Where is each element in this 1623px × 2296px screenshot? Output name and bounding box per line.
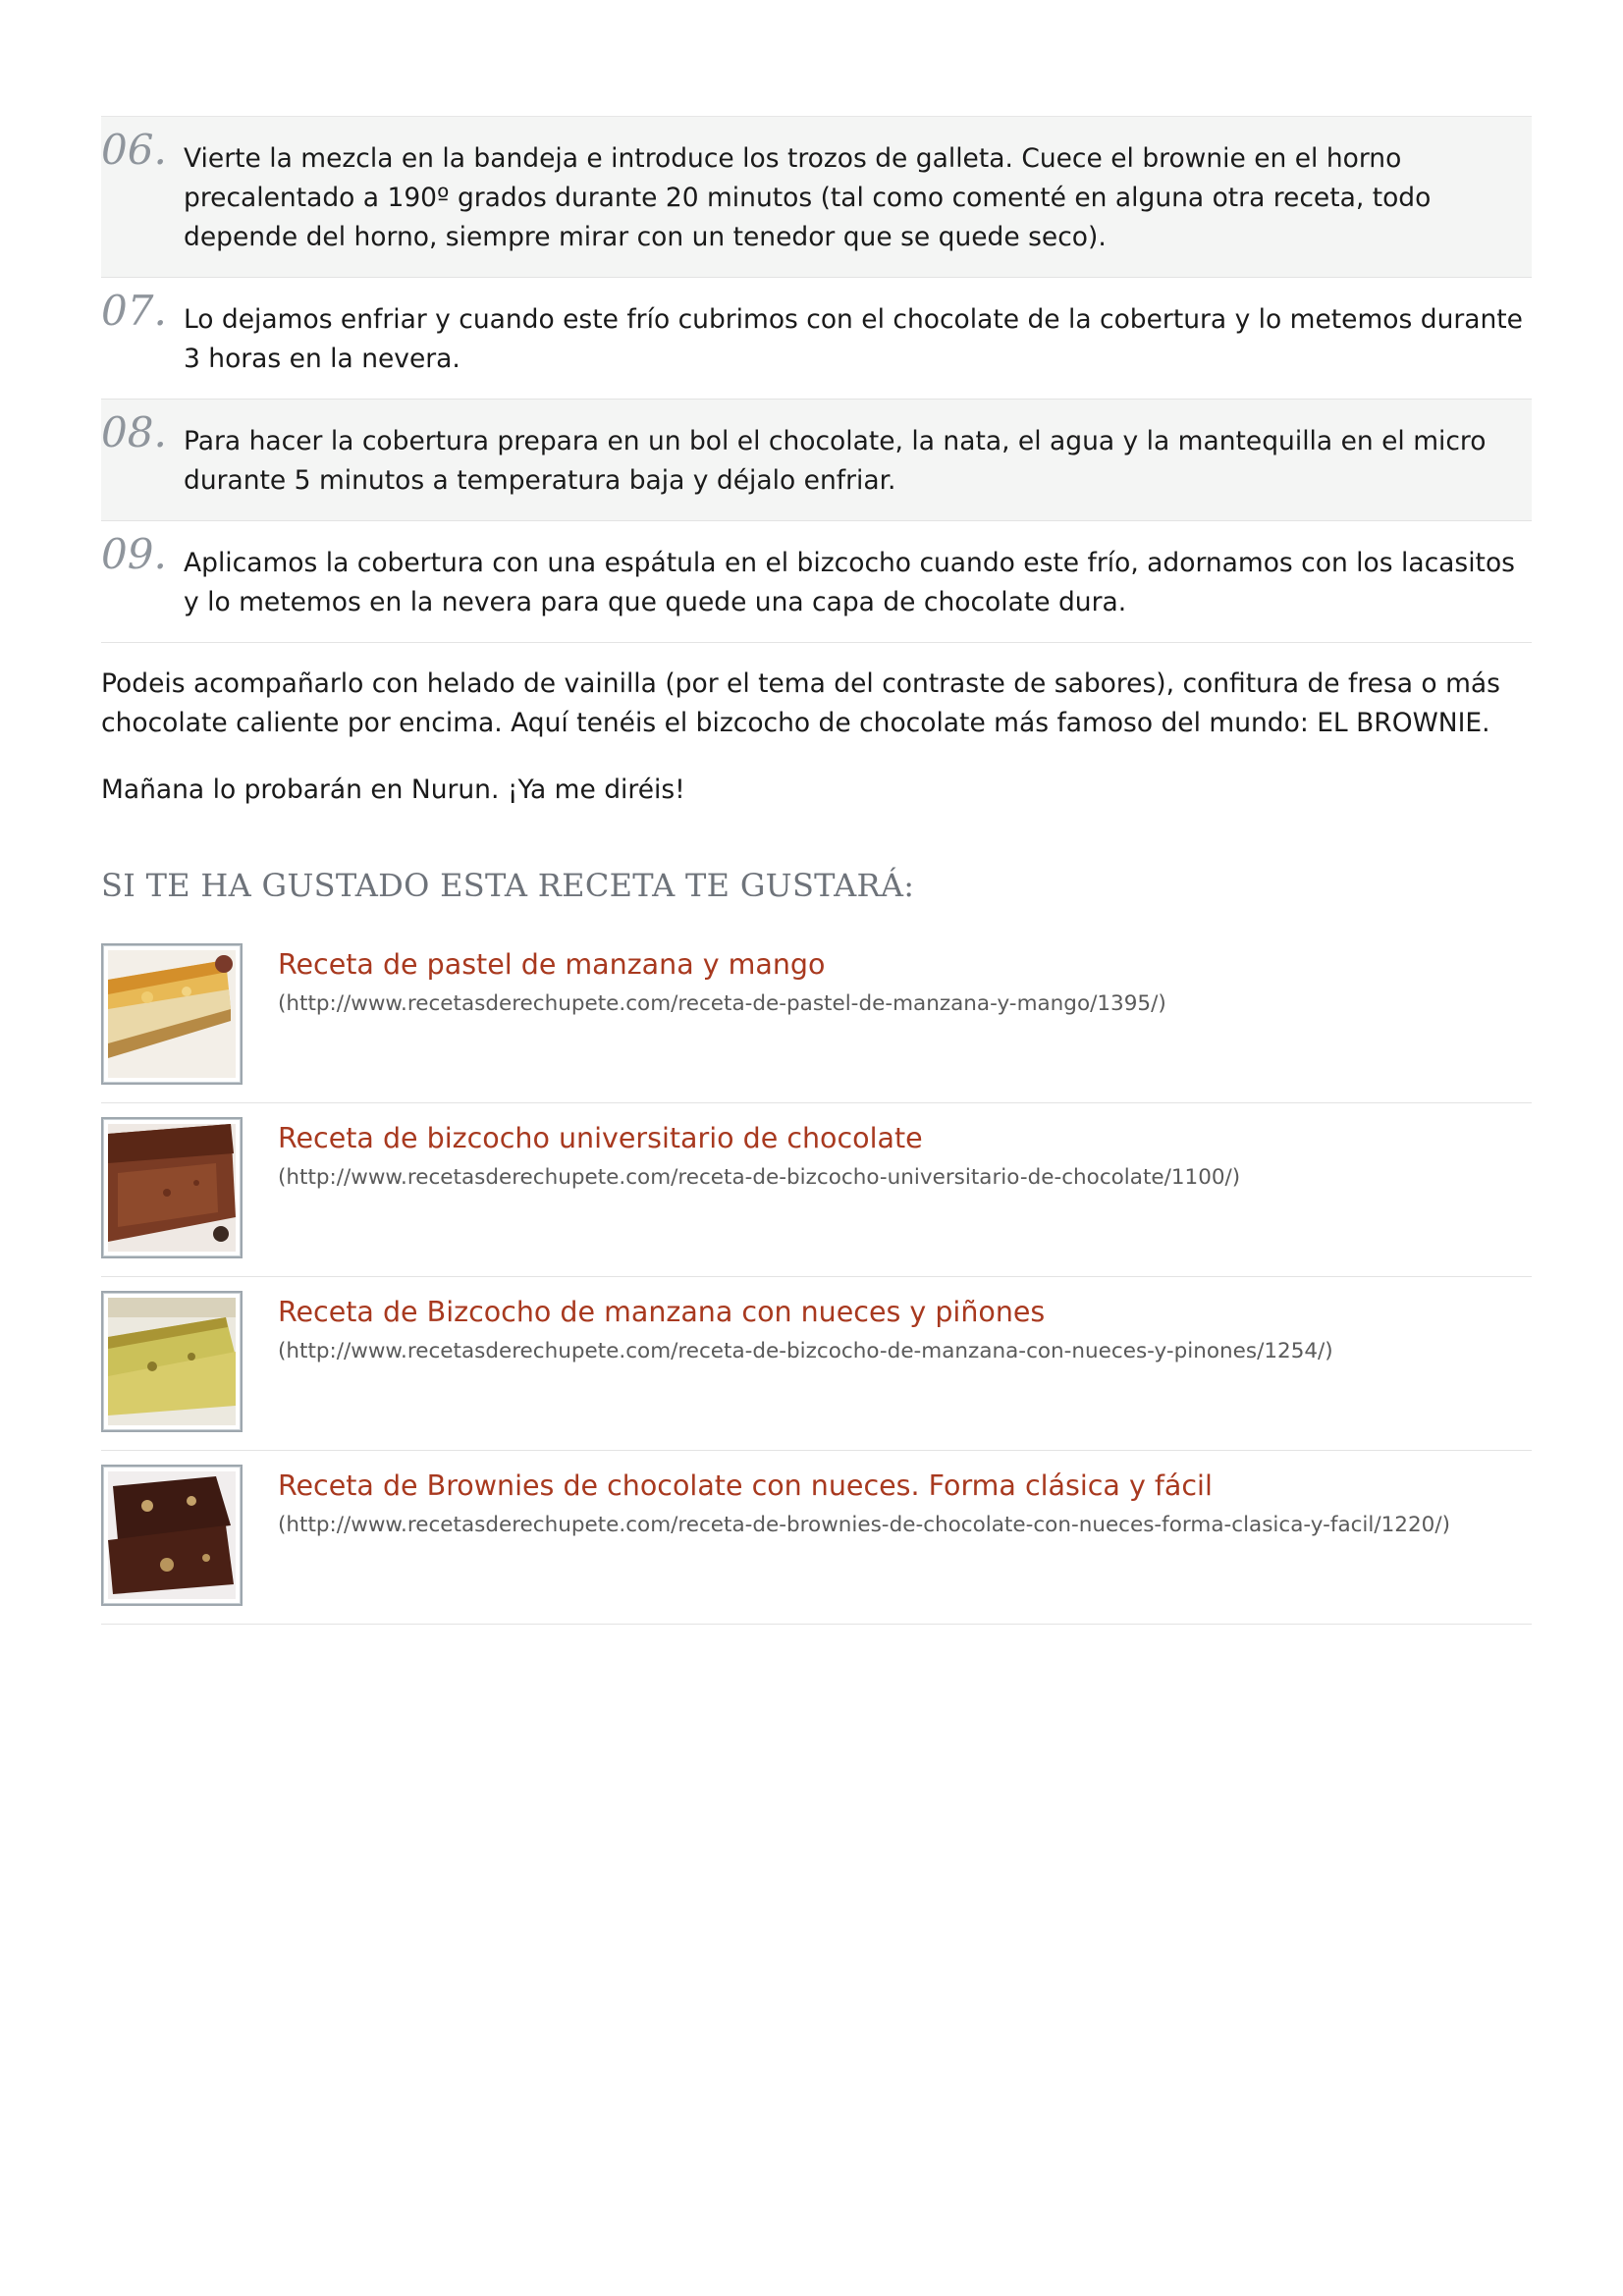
related-link[interactable]: Receta de pastel de manzana y mango xyxy=(278,948,826,981)
recipe-content xyxy=(101,116,1532,1638)
step-number: 06. xyxy=(101,126,167,174)
related-recipes-list xyxy=(101,943,1532,1625)
related-url: (http://www.recetasderechupete.com/receta-de-brownies-de-chocolate-con-nueces-forma-clasica-y-facil/1220/) xyxy=(278,1513,1450,1537)
related-url: (http://www.recetasderechupete.com/receta-de-pastel-de-manzana-y-mango/1395/) xyxy=(278,991,1166,1016)
related-url: (http://www.recetasderechupete.com/receta-de-bizcocho-de-manzana-con-nueces-y-pinones/1254/) xyxy=(278,1339,1333,1363)
related-item[interactable] xyxy=(101,1291,1532,1451)
step-item xyxy=(101,400,1532,521)
related-item[interactable] xyxy=(101,1117,1532,1277)
step-number: 08. xyxy=(101,408,167,456)
step-text: Vierte la mezcla en la bandeja e introduce los trozos de galleta. Cuece el brownie en el horno precalentado a 190º grados durante 20 minutos (tal como comenté en alguna otra receta, todo depende del horno, siempre mirar con un tenedor que se quede seco). xyxy=(184,143,1432,252)
step-item xyxy=(101,278,1532,400)
related-heading: SI TE HA GUSTADO ESTA RECETA TE GUSTARÁ: xyxy=(101,867,915,904)
step-text: Lo dejamos enfriar y cuando este frío cubrimos con el chocolate de la cobertura y lo metemos durante 3 horas en la nevera. xyxy=(184,304,1523,374)
apple-walnut-cake-photo[interactable] xyxy=(101,1291,243,1432)
step-item xyxy=(101,521,1532,643)
chocolate-sponge-cake-photo[interactable] xyxy=(101,1117,243,1258)
related-item[interactable] xyxy=(101,943,1532,1103)
apple-mango-cake-photo[interactable] xyxy=(101,943,243,1085)
brownies-photo[interactable] xyxy=(101,1465,243,1606)
serving-paragraph: Podeis acompañarlo con helado de vainilla (por el tema del contraste de sabores), confitura de fresa o más chocolate caliente por encima. Aquí tenéis el bizcocho de chocolate más famoso del mundo: EL BROWNIE. xyxy=(101,668,1500,738)
step-text: Aplicamos la cobertura con una espátula en el bizcocho cuando este frío, adornamos con los lacasitos y lo metemos en la nevera para que quede una capa de chocolate dura. xyxy=(184,548,1515,617)
closing-paragraph: Mañana lo probarán en Nurun. ¡Ya me diréis! xyxy=(101,774,685,805)
step-item xyxy=(101,117,1532,278)
steps-list xyxy=(101,116,1532,643)
step-number: 07. xyxy=(101,287,167,335)
step-number: 09. xyxy=(101,530,167,578)
related-url: (http://www.recetasderechupete.com/receta-de-bizcocho-universitario-de-chocolate/1100/) xyxy=(278,1165,1241,1190)
related-link[interactable]: Receta de bizcocho universitario de chocolate xyxy=(278,1122,923,1154)
related-item[interactable] xyxy=(101,1465,1532,1625)
related-link[interactable]: Receta de Bizcocho de manzana con nueces y piñones xyxy=(278,1296,1046,1328)
step-text: Para hacer la cobertura prepara en un bol el chocolate, la nata, el agua y la mantequilla en el micro durante 5 minutos a temperatura baja y déjalo enfriar. xyxy=(184,426,1487,496)
related-link[interactable]: Receta de Brownies de chocolate con nueces. Forma clásica y fácil xyxy=(278,1469,1213,1502)
